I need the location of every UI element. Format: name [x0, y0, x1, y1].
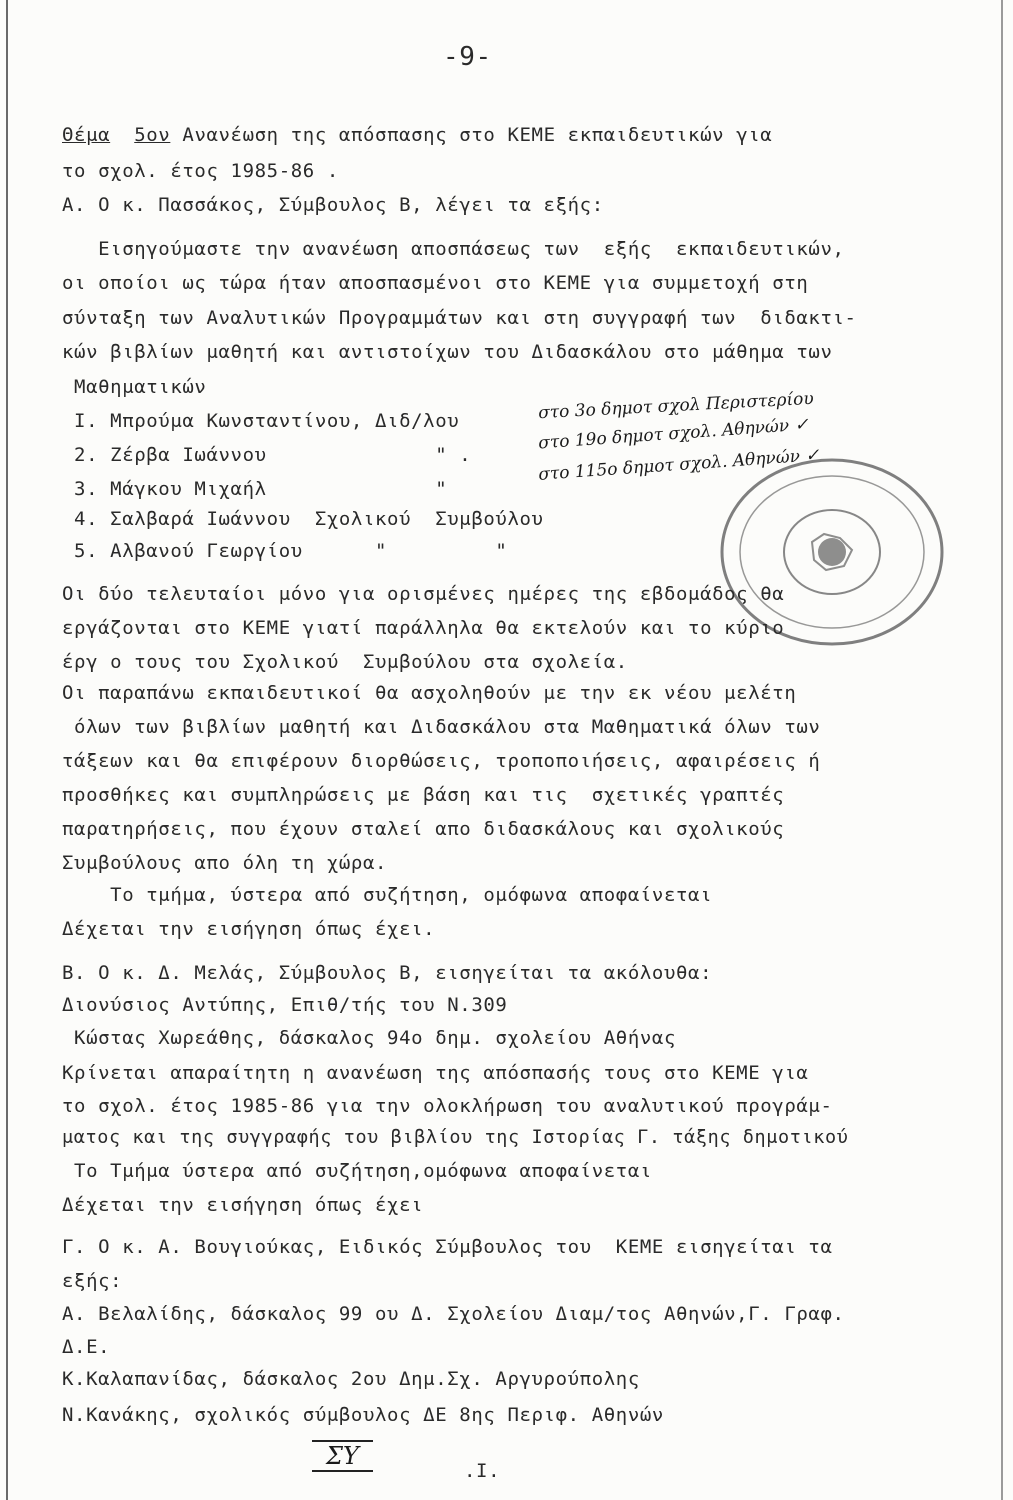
- section-a-body-line: Εισηγούμαστε την ανανέωση αποσπάσεως των εξής εκπαιδευτικών,: [62, 238, 845, 260]
- section-a-body-line: σύνταξη των Αναλυτικών Προγραμμάτων και στη συγγραφή των διδακτι-: [62, 307, 857, 329]
- section-a-body2-line: έργ ο τους του Σχολικού Συμβούλου στα σχολεία.: [62, 651, 628, 673]
- section-c-line: Δ.Ε.: [62, 1336, 111, 1358]
- section-c-line: Κ.Καλαπανίδας, δάσκαλος 2ου Δημ.Σχ. Αργυρούπολης: [62, 1368, 640, 1390]
- page-number: -9-: [443, 42, 492, 72]
- topic-heading: [62, 124, 772, 146]
- teacher-list-item: Ι. Μπρούμα Κωνσταντίνου, Διδ/λου: [62, 410, 460, 432]
- section-a-body2-line: Οι δύο τελευταίοι μόνο για ορισμένες ημέρες της εβδομάδος θα: [62, 583, 785, 605]
- section-b-line: Κρίνεται απαραίτητη η ανανέωση της απόσπασής τους στο ΚΕΜΕ για: [62, 1062, 809, 1084]
- teacher-list-item: 5. Αλβανού Γεωργίου " ": [62, 540, 508, 562]
- section-c-line: Ν.Κανάκης, σχολικός σύμβουλος ΔΕ 8ης Περιφ. Αθηνών: [62, 1404, 664, 1426]
- section-c-line: εξής:: [62, 1270, 123, 1292]
- section-c-line: Α. Βελαλίδης, δάσκαλος 99 ου Δ. Σχολείου Διαμ/τος Αθηνών,Γ. Γραφ.: [62, 1303, 845, 1325]
- section-a-intro: Α. Ο κ. Πασσάκος, Σύμβουλος Β, λέγει τα εξής:: [62, 194, 604, 216]
- topic-title-line2: το σχολ. έτος 1985-86 .: [62, 160, 339, 182]
- handwritten-note: στο 115ο δημοτ σχολ. Αθηνών ✓: [537, 445, 821, 485]
- section-b-acceptance: Δέχεται την εισήγηση όπως έχει: [62, 1194, 424, 1216]
- section-c-line: Γ. Ο κ. Α. Βουγιούκας, Ειδικός Σύμβουλος του ΚΕΜΕ εισηγείται τα: [62, 1236, 833, 1258]
- section-b-line: Διονύσιος Αντύπης, Επιθ/τής του Ν.309: [62, 994, 508, 1016]
- handwritten-note: στο 19ο δημοτ σχολ. Αθηνών ✓: [537, 414, 810, 454]
- section-b-line: ματος και της συγγραφής του βιβλίου της Ιστορίας Γ. τάξης δημοτικού: [62, 1127, 849, 1148]
- section-a-body2-line: Συμβούλους απο όλη τη χώρα.: [62, 852, 388, 874]
- topic-title: Ανανέωση της απόσπασης στο ΚΕΜΕ εκπαιδευτικών για: [182, 124, 773, 146]
- section-a-body2-line: Οι παραπάνω εκπαιδευτικοί θα ασχοληθούν με την εκ νέου μελέτη: [62, 682, 797, 704]
- section-a-decision: Το τμήμα, ύστερα από συζήτηση, ομόφωνα αποφαίνεται: [62, 884, 713, 906]
- section-a-body2-line: όλων των βιβλίων μαθητή και Διδασκάλου στα Μαθηματικά όλων των: [62, 716, 821, 738]
- topic-number: 5ον: [134, 124, 171, 146]
- section-a-body-line: Μαθηματικών: [62, 376, 207, 398]
- section-a-body2-line: παρατηρήσεις, που έχουν σταλεί απο διδασκάλους και σχολικούς: [62, 818, 785, 840]
- section-a-body-line: κών βιβλίων μαθητή και αντιστοίχων του Διδασκάλου στο μάθημα των: [62, 341, 833, 363]
- section-a-body2-line: εργάζονται στο ΚΕΜΕ γιατί παράλληλα θα εκτελούν και το κύριο: [62, 617, 785, 639]
- left-binding-edge: [6, 0, 8, 1500]
- section-b-line: Β. Ο κ. Δ. Μελάς, Σύμβουλος Β, εισηγείται τα ακόλουθα:: [62, 962, 713, 984]
- section-a-body2-line: προσθήκες και συμπληρώσεις με βάση και τις σχετικές γραπτές: [62, 784, 785, 806]
- section-a-body2-line: τάξεων και θα επιφέρουν διορθώσεις, τροποποιήσεις, αφαιρέσεις ή: [62, 750, 821, 772]
- continuation-mark: .Ι.: [464, 1460, 501, 1482]
- right-page-edge: [1001, 0, 1003, 1500]
- topic-label: Θέμα: [62, 124, 111, 146]
- teacher-list-item: 3. Μάγκου Μιχαήλ ": [62, 478, 448, 500]
- section-b-decision: Το Τμήμα ύστερα από συζήτηση,ομόφωνα αποφαίνεται: [62, 1160, 652, 1182]
- teacher-list-item: 4. Σαλβαρά Ιωάννου Σχολικού Συμβούλου: [62, 508, 544, 530]
- section-a-acceptance: Δέχεται την εισήγηση όπως έχει.: [62, 918, 436, 940]
- handwritten-initials: ΣΥ: [312, 1440, 373, 1472]
- handwritten-note: στο 3ο δημοτ σχολ Περιστερίου: [537, 388, 815, 424]
- section-b-line: το σχολ. έτος 1985-86 για την ολοκλήρωση του αναλυτικού προγράμ-: [62, 1095, 833, 1117]
- teacher-list-item: 2. Ζέρβα Ιωάννου " .: [62, 444, 472, 466]
- section-a-body-line: οι οποίοι ως τώρα ήταν αποσπασμένοι στο ΚΕΜΕ για συμμετοχή στη: [62, 272, 809, 294]
- section-b-line: Κώστας Χωρεάθης, δάσκαλος 94ο δημ. σχολείου Αθήνας: [62, 1027, 676, 1049]
